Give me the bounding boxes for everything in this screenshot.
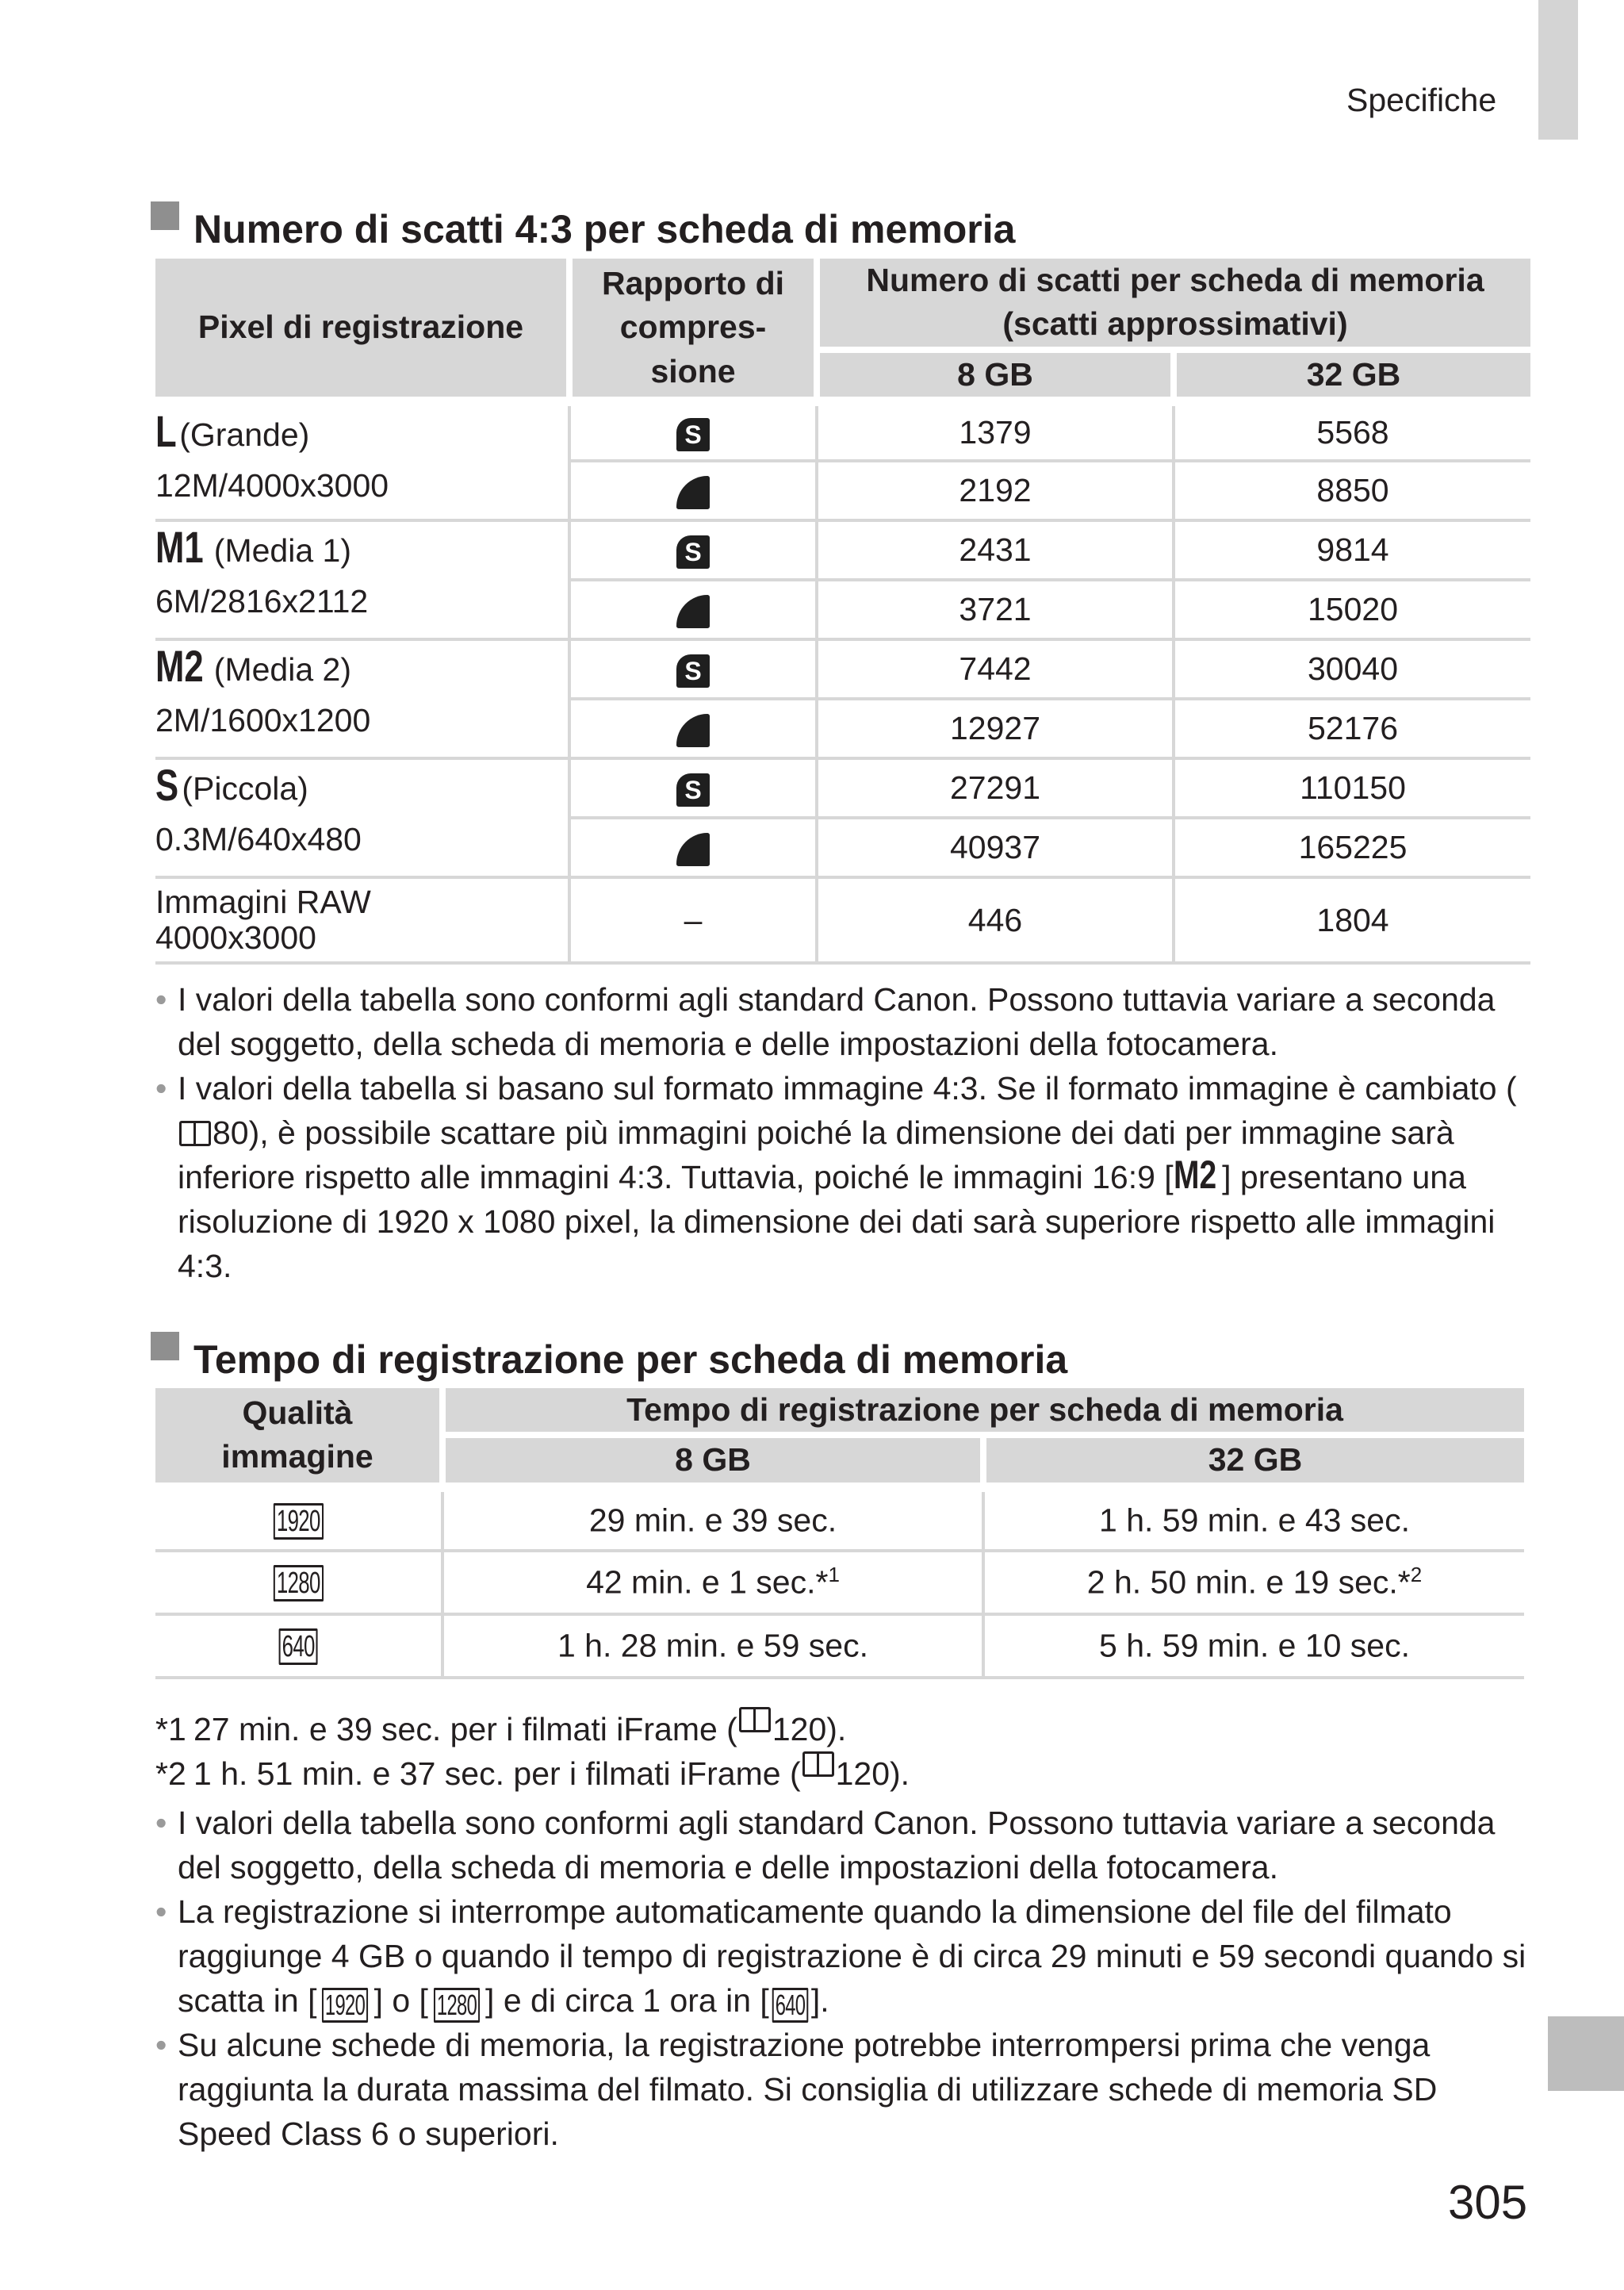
col-quality-header: Qualità immagine — [155, 1388, 442, 1487]
count-8gb: 3721 — [817, 580, 1174, 639]
shots-section-heading — [151, 208, 1015, 251]
quality-normal-icon — [676, 595, 710, 628]
time-32gb: 1 h. 59 min. e 43 sec. — [983, 1487, 1524, 1551]
time-8gb: 29 min. e 39 sec. — [442, 1487, 983, 1551]
count-header-line2: (scatti approssimativi) — [1002, 305, 1348, 343]
quality-fine-icon: S — [676, 418, 710, 451]
section-label: Specifiche — [1346, 82, 1497, 118]
rec-section-heading — [151, 1338, 1067, 1382]
movie-1280-icon: 1280 — [274, 1565, 324, 1601]
book-reference-icon — [802, 1751, 834, 1777]
size-medium1-icon: M1 — [155, 522, 204, 573]
count-32gb: 8850 — [1174, 461, 1530, 520]
note-item: • I valori della tabella si basano sul formato immagine 4:3. Se il formato immagine è cambiato (80), è possibile scattare più immagini poiché la dimensione dei dati per immagine sarà inferiore rispetto alle immagini 4:3. Tuttavia, poiché le immagini 16:9 [M2 ] presentano una risoluzione di 1920 x 1080 pixel, la dimensione dei dati sarà superiore rispetto alle immagini 4:3. — [155, 1066, 1535, 1288]
shots-title: Numero di scatti 4:3 per scheda di memoria — [193, 207, 1016, 251]
size-medium2-icon: M2 — [1173, 1153, 1216, 1197]
chapter-tab-top — [1538, 0, 1578, 140]
note-item: • Su alcune schede di memoria, la registrazione potrebbe interrompersi prima che venga raggiunta la durata massima del filmato. Si consiglia di utilizzare schede di memoria SD Speed Class 6 o superiori. — [155, 2023, 1535, 2156]
count-8gb: 2431 — [817, 520, 1174, 580]
movie-640-icon: 640 — [772, 1988, 809, 2023]
table-row — [155, 877, 1530, 963]
count-32gb: 5568 — [1174, 401, 1530, 461]
table-row — [155, 520, 1530, 580]
count-8gb: 1379 — [817, 401, 1174, 461]
page-reference: 120 — [772, 1711, 827, 1747]
size-large-icon: L — [155, 406, 177, 457]
pixel-cell-medium2 — [155, 639, 569, 758]
count-8gb: 27291 — [817, 758, 1174, 818]
rec-notes — [155, 1801, 1535, 2156]
shots-notes — [155, 977, 1535, 1288]
pixel-cell-small — [155, 758, 569, 877]
raw-size: 4000x3000 — [155, 919, 316, 957]
quality-fine-icon: S — [676, 654, 710, 688]
quality-normal-icon — [676, 476, 710, 509]
table-row — [155, 1487, 1524, 1551]
movie-1920-icon: 1920 — [274, 1503, 324, 1540]
table-row — [155, 401, 1530, 461]
col-count-header — [817, 259, 1530, 350]
col-8gb-header: 8 GB — [817, 350, 1174, 401]
book-reference-icon — [739, 1707, 771, 1732]
pixel-cell-medium1 — [155, 520, 569, 639]
quality-normal-icon — [676, 714, 710, 747]
movie-1920-icon: 1920 — [322, 1988, 368, 2023]
quality-fine-icon: S — [676, 773, 710, 807]
footnote-2: *2 1 h. 51 min. e 37 sec. per i filmati iFrame ( 120 ). — [155, 1751, 910, 1796]
pixel-cell-raw — [155, 877, 569, 963]
book-reference-icon — [179, 1121, 211, 1146]
pixel-name: (Grande) — [179, 416, 310, 454]
count-8gb: 7442 — [817, 639, 1174, 699]
col-time-header: Tempo di registrazione per scheda di memoria — [442, 1388, 1524, 1435]
count-32gb: 110150 — [1174, 758, 1530, 818]
count-32gb: 9814 — [1174, 520, 1530, 580]
pixel-name: (Media 1) — [213, 532, 351, 570]
page-number: 305 — [1448, 2176, 1528, 2229]
pixel-name: (Media 2) — [213, 651, 351, 689]
time-8gb: 1 h. 28 min. e 59 sec. — [442, 1614, 983, 1678]
count-8gb: 12927 — [817, 699, 1174, 758]
pixel-size: 0.3M/640x480 — [155, 821, 362, 858]
raw-label: Immagini RAW — [155, 883, 371, 920]
count-32gb: 165225 — [1174, 818, 1530, 877]
pixel-size: 6M/2816x2112 — [155, 583, 369, 620]
table-row — [155, 639, 1530, 699]
col-pixel-header: Pixel di registrazione — [155, 259, 569, 401]
count-8gb: 446 — [817, 877, 1174, 963]
pixel-size: 12M/4000x3000 — [155, 467, 389, 504]
col-32gb-header: 32 GB — [983, 1435, 1524, 1486]
time-32gb: 2 h. 50 min. e 19 sec.*$^2$ — [983, 1551, 1524, 1614]
col-8gb-header: 8 GB — [442, 1435, 983, 1486]
note-item: • I valori della tabella sono conformi agli standard Canon. Possono tuttavia variare a seconda del soggetto, della scheda di memoria e delle impostazioni della fotocamera. — [155, 977, 1535, 1066]
table-row — [155, 758, 1530, 818]
page-reference: 80 — [213, 1114, 249, 1151]
pixel-name: (Piccola) — [182, 770, 308, 807]
rec-footnotes — [155, 1707, 910, 1796]
col-32gb-header: 32 GB — [1174, 350, 1530, 401]
table-row — [155, 1614, 1524, 1678]
quality-fine-icon: S — [676, 535, 710, 569]
count-32gb: 30040 — [1174, 639, 1530, 699]
pixel-cell-large — [155, 401, 569, 520]
count-header-line1: Numero di scatti per scheda di memoria — [866, 262, 1484, 298]
raw-ratio: – — [569, 877, 817, 963]
rec-table — [155, 1388, 1524, 1679]
col-ratio-header: Rapporto di compres- sione — [569, 259, 817, 401]
shots-table — [155, 259, 1530, 965]
rec-title: Tempo di registrazione per scheda di memoria — [193, 1337, 1068, 1382]
pixel-size: 2M/1600x1200 — [155, 702, 371, 739]
size-medium2-icon: M2 — [155, 641, 204, 692]
count-8gb: 2192 — [817, 461, 1174, 520]
count-32gb: 52176 — [1174, 699, 1530, 758]
movie-1280-icon: 1280 — [434, 1988, 480, 2023]
square-bullet-icon — [151, 201, 179, 230]
note-item: • La registrazione si interrompe automaticamente quando la dimensione del file del filmato raggiunge 4 GB o quando il tempo di registrazione è di circa 29 minuti e 59 secondi quando si scatta in [ 1920 ] o [ 1280 ] e di circa 1 ora in [ 640 ]. — [155, 1889, 1535, 2023]
chapter-tab-side — [1548, 2016, 1624, 2091]
count-32gb: 15020 — [1174, 580, 1530, 639]
page-reference: 120 — [835, 1755, 891, 1792]
count-8gb: 40937 — [817, 818, 1174, 877]
footnote-1: *1 27 min. e 39 sec. per i filmati iFrame ( 120 ). — [155, 1707, 910, 1751]
time-8gb: 42 min. e 1 sec.*$^1$ — [442, 1551, 983, 1614]
size-small-icon: S — [155, 760, 179, 811]
time-32gb: 5 h. 59 min. e 10 sec. — [983, 1614, 1524, 1678]
square-bullet-icon — [151, 1332, 179, 1360]
table-row — [155, 1551, 1524, 1614]
movie-640-icon: 640 — [278, 1628, 317, 1665]
quality-normal-icon — [676, 833, 710, 866]
count-32gb: 1804 — [1174, 877, 1530, 963]
note-item: • I valori della tabella sono conformi agli standard Canon. Possono tuttavia variare a seconda del soggetto, della scheda di memoria e delle impostazioni della fotocamera. — [155, 1801, 1535, 1889]
